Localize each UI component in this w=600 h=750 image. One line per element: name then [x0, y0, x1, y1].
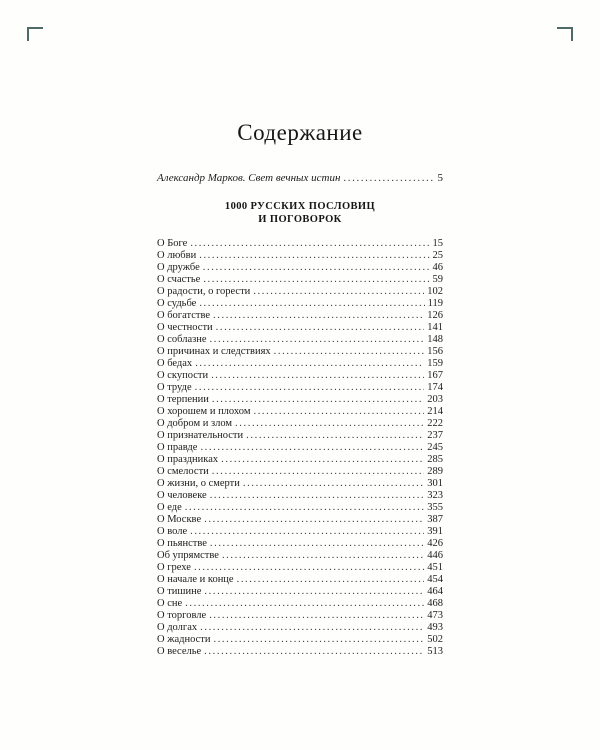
dot-leader: [246, 430, 424, 442]
dot-leader: [190, 238, 429, 250]
dot-leader: [253, 286, 424, 298]
toc-label: О долгах: [157, 622, 198, 633]
toc-row: [157, 370, 443, 382]
toc-page-number: 446: [427, 550, 443, 561]
toc-page-number: 156: [427, 346, 443, 357]
preface-text: Александр Марков. Свет вечных истин: [157, 172, 341, 184]
toc-row: [157, 550, 443, 562]
toc-label: О еде: [157, 502, 182, 513]
toc-page-number: 513: [427, 646, 443, 657]
toc-label: О любви: [157, 250, 197, 261]
toc-label: О труде: [157, 382, 192, 393]
toc-row: [157, 286, 443, 298]
toc-page-number: 355: [427, 502, 443, 513]
toc-label: О дружбе: [157, 262, 200, 273]
toc-label: О соблазне: [157, 334, 207, 345]
toc-row: [157, 250, 443, 262]
dot-leader: [212, 394, 424, 406]
toc-page-number: 159: [427, 358, 443, 369]
toc-label: О добром и злом: [157, 418, 233, 429]
toc-label: О Боге: [157, 238, 188, 249]
toc-page-number: 289: [427, 466, 443, 477]
section-header-line1: 1000 РУССКИХ ПОСЛОВИЦ: [224, 201, 376, 212]
toc-row: [157, 514, 443, 526]
dot-leader: [343, 172, 434, 184]
toc-label: О скупости: [157, 370, 209, 381]
toc-content: [157, 0, 443, 658]
dot-leader: [203, 274, 429, 286]
toc-label: О Москве: [157, 514, 202, 525]
toc-page-number: 285: [427, 454, 443, 465]
dot-leader: [203, 262, 430, 274]
toc-page-number: 387: [427, 514, 443, 525]
toc-label: О правде: [157, 442, 198, 453]
toc-row: [157, 298, 443, 310]
toc-row: [157, 622, 443, 634]
dot-leader: [210, 334, 425, 346]
toc-page-number: 25: [432, 250, 443, 261]
toc-row: [157, 322, 443, 334]
toc-page-number: 214: [427, 406, 443, 417]
dot-leader: [204, 586, 424, 598]
toc-row: [157, 334, 443, 346]
toc-row: [157, 478, 443, 490]
toc-page-number: 148: [427, 334, 443, 345]
toc-page-number: 391: [427, 526, 443, 537]
toc-page-number: 222: [427, 418, 443, 429]
toc-row: [157, 502, 443, 514]
toc-label: О воле: [157, 526, 188, 537]
toc-page-number: 141: [427, 322, 443, 333]
toc-label: О судьбе: [157, 298, 197, 309]
dot-leader: [274, 346, 425, 358]
toc-label: О богатстве: [157, 310, 211, 321]
dot-leader: [216, 322, 425, 334]
frame-corner-right-icon: [557, 27, 573, 41]
toc-page-number: 126: [427, 310, 443, 321]
toc-page-number: 59: [432, 274, 443, 285]
toc-label: О причинах и следствиях: [157, 346, 271, 357]
toc-row: [157, 526, 443, 538]
dot-leader: [190, 526, 424, 538]
toc-row: [157, 238, 443, 250]
toc-row: [157, 538, 443, 550]
toc-row: [157, 430, 443, 442]
toc-label: О терпении: [157, 394, 209, 405]
toc-row: [157, 454, 443, 466]
toc-label: О честности: [157, 322, 213, 333]
dot-leader: [199, 298, 424, 310]
toc-label: О бедах: [157, 358, 193, 369]
dot-leader: [253, 406, 424, 418]
toc-row: [157, 586, 443, 598]
dot-leader: [204, 514, 424, 526]
dot-leader: [199, 250, 429, 262]
dot-leader: [194, 562, 424, 574]
toc-page-number: 468: [427, 598, 443, 609]
toc-page-number: 237: [427, 430, 443, 441]
toc-label: О сне: [157, 598, 183, 609]
toc-page-number: 301: [427, 478, 443, 489]
dot-leader: [200, 622, 424, 634]
toc-row: [157, 274, 443, 286]
dot-leader: [210, 538, 424, 550]
toc-label: О человеке: [157, 490, 207, 501]
preface-page-number: 5: [437, 172, 443, 184]
toc-label: О пьянстве: [157, 538, 207, 549]
toc-row: [157, 610, 443, 622]
dot-leader: [235, 418, 424, 430]
dot-leader: [195, 358, 424, 370]
toc-row: [157, 442, 443, 454]
toc-page-number: 502: [427, 634, 443, 645]
dot-leader: [210, 490, 425, 502]
toc-label: Об упрямстве: [157, 550, 219, 561]
toc-page-number: 426: [427, 538, 443, 549]
toc-row: [157, 562, 443, 574]
dot-leader: [195, 382, 425, 394]
page-title: Содержание: [237, 120, 363, 145]
toc-label: О начале и конце: [157, 574, 234, 585]
toc-row: [157, 358, 443, 370]
dot-leader: [243, 478, 424, 490]
toc-page-number: 174: [427, 382, 443, 393]
toc-label: О тишине: [157, 586, 202, 597]
toc-page-number: 451: [427, 562, 443, 573]
toc-row: [157, 598, 443, 610]
section-header-line2: И ПОГОВОРОК: [258, 214, 342, 225]
toc-list: [157, 238, 443, 658]
dot-leader: [200, 442, 424, 454]
toc-page-number: 15: [432, 238, 443, 249]
toc-page-number: 46: [432, 262, 443, 273]
toc-page-number: 167: [427, 370, 443, 381]
toc-page-number: 473: [427, 610, 443, 621]
toc-label: О веселье: [157, 646, 202, 657]
toc-row: [157, 418, 443, 430]
dot-leader: [213, 634, 424, 646]
dot-leader: [211, 370, 424, 382]
toc-row: [157, 382, 443, 394]
toc-label: О смелости: [157, 466, 209, 477]
toc-page-number: 203: [427, 394, 443, 405]
toc-page-number: 119: [427, 298, 443, 309]
dot-leader: [213, 310, 424, 322]
toc-row: [157, 310, 443, 322]
toc-row: [157, 394, 443, 406]
toc-label: О жизни, о смерти: [157, 478, 240, 489]
preface-entry: [157, 172, 443, 184]
dot-leader: [222, 550, 424, 562]
toc-label: О радости, о горести: [157, 286, 251, 297]
toc-row: [157, 406, 443, 418]
dot-leader: [185, 502, 425, 514]
toc-row: [157, 490, 443, 502]
dot-leader: [212, 466, 424, 478]
dot-leader: [209, 610, 424, 622]
toc-page-number: 493: [427, 622, 443, 633]
toc-page-number: 102: [427, 286, 443, 297]
toc-label: О хорошем и плохом: [157, 406, 251, 417]
toc-page-number: 245: [427, 442, 443, 453]
toc-label: О торговле: [157, 610, 207, 621]
toc-page-number: 454: [427, 574, 443, 585]
dot-leader: [221, 454, 424, 466]
toc-row: [157, 346, 443, 358]
toc-label: О праздниках: [157, 454, 219, 465]
section-header: [157, 200, 443, 226]
toc-row: [157, 574, 443, 586]
dot-leader: [237, 574, 425, 586]
toc-row: [157, 262, 443, 274]
toc-label: О признательности: [157, 430, 244, 441]
toc-row: [157, 634, 443, 646]
toc-row: [157, 466, 443, 478]
dot-leader: [204, 646, 424, 658]
toc-row: [157, 646, 443, 658]
toc-page-number: 464: [427, 586, 443, 597]
toc-label: О грехе: [157, 562, 191, 573]
toc-label: О жадности: [157, 634, 211, 645]
toc-label: О счастье: [157, 274, 201, 285]
dot-leader: [185, 598, 424, 610]
frame-corner-left-icon: [27, 27, 43, 41]
toc-page-number: 323: [427, 490, 443, 501]
